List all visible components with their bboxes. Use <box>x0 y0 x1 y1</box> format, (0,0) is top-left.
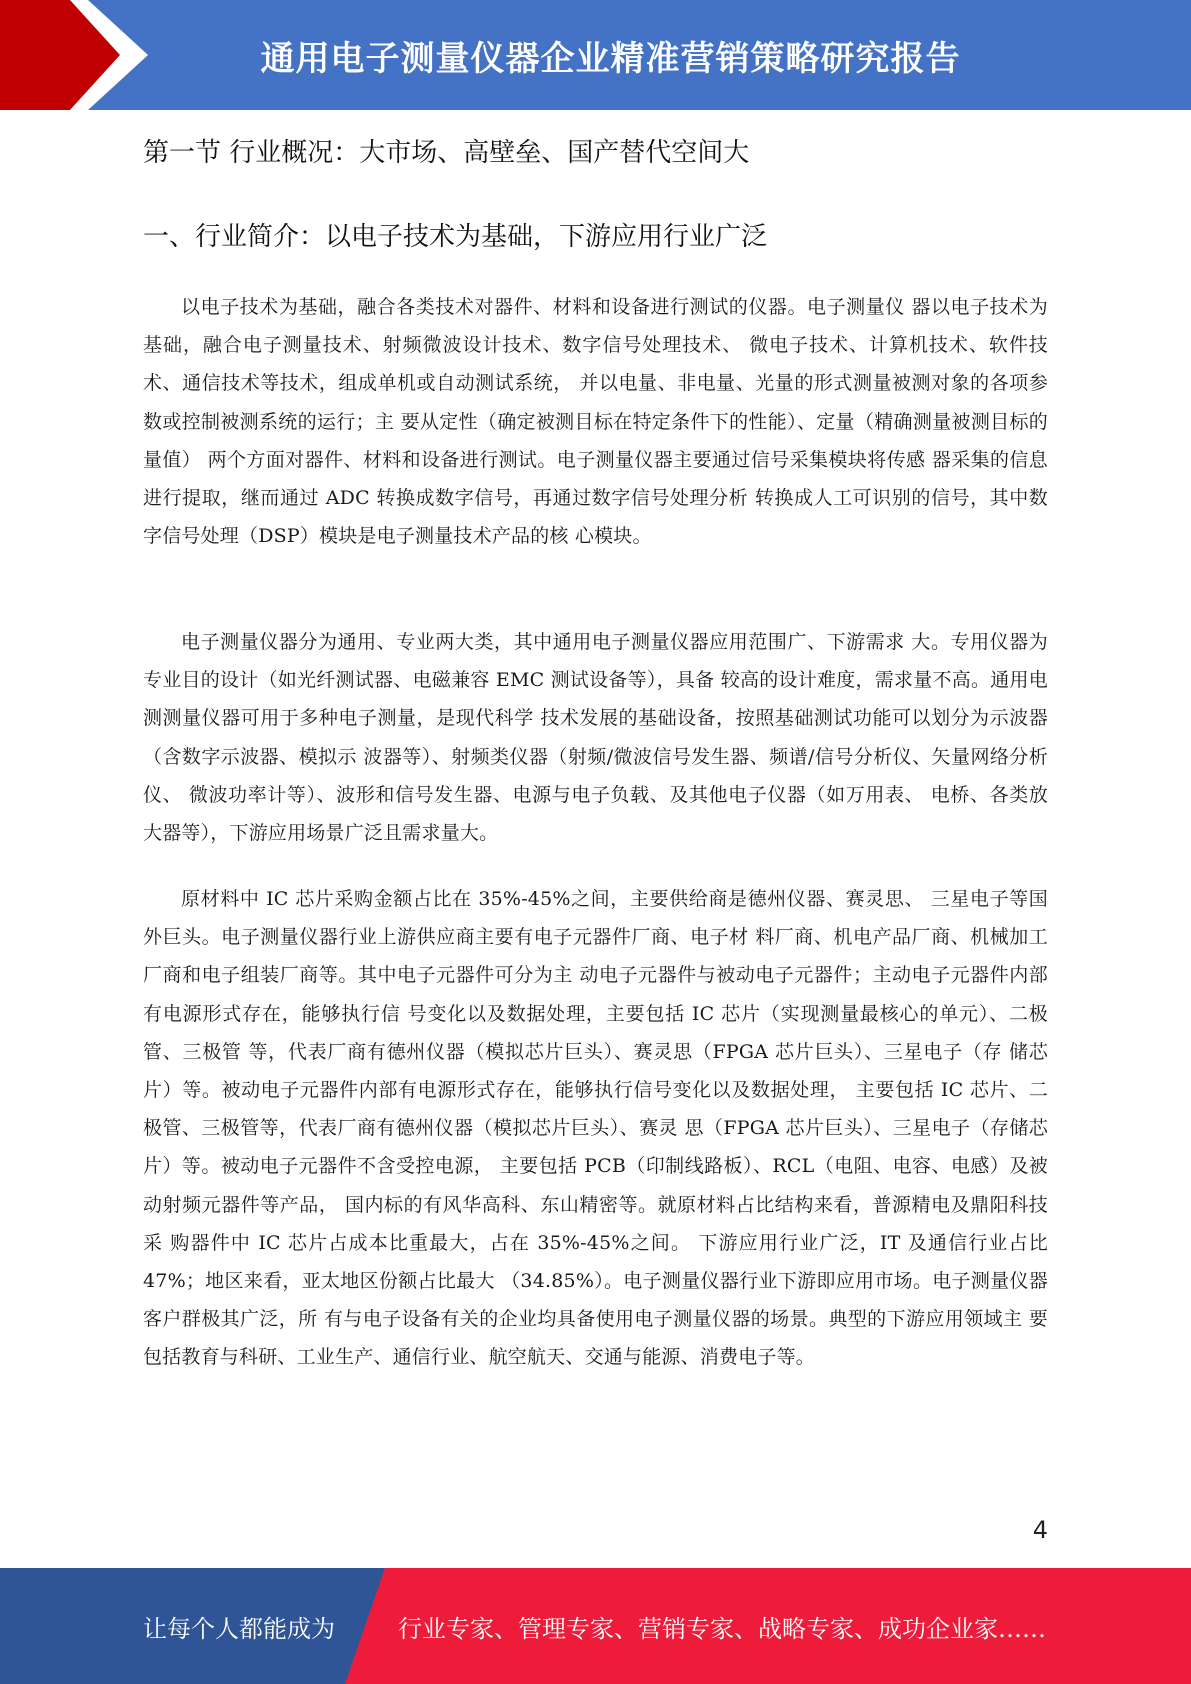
section-heading: 第一节 行业概况：大市场、高壁垒、国产替代空间大 <box>143 138 750 168</box>
paragraph: 电子测量仪器分为通用、专业两大类，其中通用电子测量仪器应用范围广、下游需求 大。专用仪器为专业目的设计（如光纤测试器、电磁兼容 EMC 测试设备等），具备 较高的设计难度，需求量不高。通用电测测量仪器可用于多种电子测量，是现代科学 技术发展的基础设备，按照基础测试功能可以划分为示波器（含数字示波器、模拟示 波器等）、射频类仪器（射频/微波信号发生器、频谱/信号分析仪、矢量网络分析仪、 微波功率计等）、波形和信号发生器、电源与电子负载、及其他电子仪器（如万用表、 电桥、各类放大器等），下游应用场景广泛且需求量大。 <box>143 631 1048 845</box>
page-footer <box>0 1568 1191 1684</box>
footer-slogan-left: 让每个人都能成为 <box>143 1614 335 1643</box>
header-arrow-decoration <box>0 0 160 110</box>
paragraph: 以电子技术为基础，融合各类技术对器件、材料和设备进行测试的仪器。电子测量仪 器以电子技术为基础，融合电子测量技术、射频微波设计技术、数字信号处理技术、 微电子技术、计算机技术、软件技术、通信技术等技术，组成单机或自动测试系统， 并以电量、非电量、光量的形式测量被测对象的各项参数或控制被测系统的运行；主 要从定性（确定被测目标在特定条件下的性能）、定量（精确测量被测目标的量值） 两个方面对器件、材料和设备进行测试。电子测量仪器主要通过信号采集模块将传感 器采集的信息进行提取，继而通过 ADC 转换成数字信号，再通过数字信号处理分析 转换成人工可识别的信号，其中数字信号处理（DSP）模块是电子测量技术产品的核 心模块。 <box>143 296 1048 548</box>
page-number: 4 <box>1032 1516 1048 1544</box>
footer-slogan-right: 行业专家、管理专家、营销专家、战略专家、成功企业家…… <box>398 1614 1046 1643</box>
paragraph: 原材料中 IC 芯片采购金额占比在 35%-45%之间，主要供给商是德州仪器、赛灵思、 三星电子等国外巨头。电子测量仪器行业上游供应商主要有电子元器件厂商、电子材 料厂商、机电产品厂商、机械加工厂商和电子组装厂商等。其中电子元器件可分为主 动电子元器件与被动电子元器件；主动电子元器件内部有电源形式存在，能够执行信 号变化以及数据处理，主要包括 IC 芯片（实现测量最核心的单元）、二极管、三极管 等，代表厂商有德州仪器（模拟芯片巨头）、赛灵思（FPGA 芯片巨头）、三星电子（存 储芯片）等。被动电子元器件内部有电源形式存在，能够执行信号变化以及数据处理， 主要包括 IC 芯片、二极管、三极管等，代表厂商有德州仪器（模拟芯片巨头）、赛灵 思（FPGA 芯片巨头）、三星电子（存储芯片）等。被动电子元器件不含受控电源， 主要包括 PCB（印制线路板）、RCL（电阻、电容、电感）及被动射频元器件等产品， 国内标的有风华高科、东山精密等。就原材料占比结构来看，普源精电及鼎阳科技采 购器件中 IC 芯片占成本比重最大，占在 35%-45%之间。 下游应用行业广泛，IT 及通信行业占比 47%；地区来看，亚太地区份额占比最大 （34.85%）。电子测量仪器行业下游即应用市场。电子测量仪器客户群极其广泛，所 有与电子设备有关的企业均具备使用电子测量仪器的场景。典型的下游应用领域主 要包括教育与科研、工业生产、通信行业、航空航天、交通与能源、消费电子等。 <box>143 888 1048 1369</box>
page-header <box>0 0 1191 110</box>
subsection-heading: 一、行业简介：以电子技术为基础，下游应用行业广泛 <box>143 222 768 252</box>
report-title: 通用电子测量仪器企业精准营销策略研究报告 <box>260 38 961 79</box>
